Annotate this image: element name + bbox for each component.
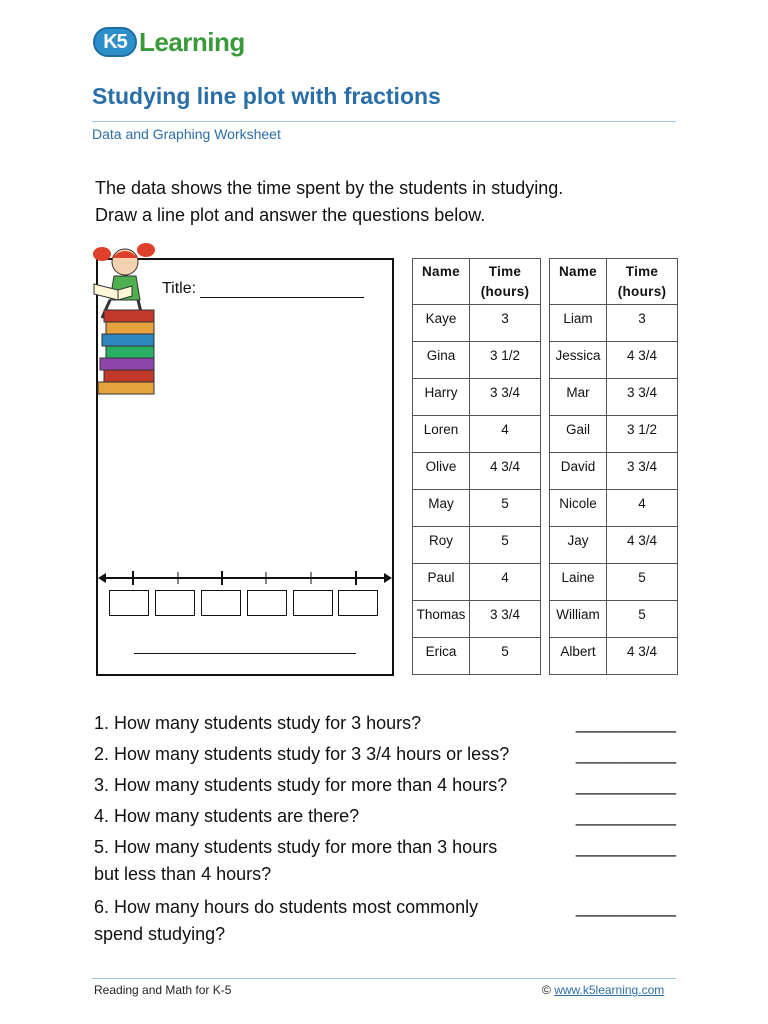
plot-title-blank[interactable] <box>200 297 364 298</box>
table-row <box>550 453 678 490</box>
footer-divider <box>92 978 676 979</box>
table-row <box>550 490 678 527</box>
website-link[interactable]: www.k5learning.com <box>554 983 665 997</box>
student-name: Gina <box>413 342 470 379</box>
table-row <box>413 416 541 453</box>
copyright-symbol: © <box>542 983 551 997</box>
question-4 <box>94 803 680 830</box>
table-row <box>413 342 541 379</box>
header-time: Time (hours) <box>607 259 678 305</box>
study-time: 3 3/4 <box>607 453 678 490</box>
table-row <box>413 638 541 675</box>
student-name: Erica <box>413 638 470 675</box>
table-header-row <box>550 259 678 305</box>
table-row <box>550 342 678 379</box>
study-time: 4 3/4 <box>607 342 678 379</box>
answer-blank[interactable]: __________ <box>575 713 676 733</box>
answer-blank[interactable]: __________ <box>575 775 676 795</box>
data-table-left <box>412 258 541 675</box>
question-6 <box>94 894 680 948</box>
student-name: May <box>413 490 470 527</box>
table-row <box>413 564 541 601</box>
question-2 <box>94 741 680 768</box>
study-time: 5 <box>470 527 541 564</box>
tick-label-box[interactable] <box>109 590 149 616</box>
table-row <box>550 305 678 342</box>
instructions <box>95 175 563 229</box>
study-time: 3 3/4 <box>470 601 541 638</box>
question-3 <box>94 772 680 799</box>
study-time: 4 <box>470 564 541 601</box>
student-name: Olive <box>413 453 470 490</box>
student-name: Jessica <box>550 342 607 379</box>
study-time: 5 <box>607 601 678 638</box>
footer-tagline: Reading and Math for K-5 <box>94 983 232 997</box>
table-row <box>550 416 678 453</box>
student-name: Laine <box>550 564 607 601</box>
study-time: 4 <box>470 416 541 453</box>
header-name: Name <box>550 259 607 305</box>
study-time: 5 <box>470 490 541 527</box>
table-header-row <box>413 259 541 305</box>
student-name: Liam <box>550 305 607 342</box>
question-text: 1. How many students study for 3 hours? <box>94 713 422 733</box>
student-name: David <box>550 453 607 490</box>
study-time: 4 3/4 <box>470 453 541 490</box>
table-row <box>550 527 678 564</box>
question-text-continued: spend studying? <box>94 924 226 944</box>
table-row <box>550 638 678 675</box>
answer-blank[interactable]: __________ <box>575 744 676 764</box>
study-time: 3 3/4 <box>607 379 678 416</box>
study-time: 4 <box>607 490 678 527</box>
study-time: 3 1/2 <box>607 416 678 453</box>
table-row <box>550 601 678 638</box>
page-subtitle: Data and Graphing Worksheet <box>92 126 281 142</box>
student-name: Loren <box>413 416 470 453</box>
instructions-line-2: Draw a line plot and answer the questions below. <box>95 205 486 225</box>
question-text: 3. How many students study for more than 4 hours? <box>94 775 508 795</box>
tick-label-box[interactable] <box>201 590 241 616</box>
table-row <box>413 379 541 416</box>
study-time: 3 <box>470 305 541 342</box>
axis-label-blank[interactable] <box>134 653 356 654</box>
question-text-continued: but less than 4 hours? <box>94 864 272 884</box>
logo-text: Learning <box>139 26 245 57</box>
table-row <box>413 453 541 490</box>
question-text: 2. How many students study for 3 3/4 hours or less? <box>94 744 510 764</box>
table-row <box>413 490 541 527</box>
question-text: 5. How many students study for more than 3 hours <box>94 837 498 857</box>
student-name: Mar <box>550 379 607 416</box>
study-time: 4 3/4 <box>607 638 678 675</box>
student-name: Nicole <box>550 490 607 527</box>
student-name: William <box>550 601 607 638</box>
student-name: Paul <box>413 564 470 601</box>
answer-blank[interactable]: __________ <box>575 897 676 917</box>
table-row <box>413 601 541 638</box>
tick-label-box[interactable] <box>155 590 195 616</box>
study-time: 5 <box>470 638 541 675</box>
student-name: Harry <box>413 379 470 416</box>
student-name: Roy <box>413 527 470 564</box>
title-divider <box>92 121 676 122</box>
header-time: Time (hours) <box>470 259 541 305</box>
student-name: Thomas <box>413 601 470 638</box>
footer-copyright <box>542 983 664 997</box>
number-line <box>96 567 394 589</box>
header-name: Name <box>413 259 470 305</box>
page-title: Studying line plot with fractions <box>92 83 441 109</box>
study-time: 5 <box>607 564 678 601</box>
table-row <box>413 305 541 342</box>
table-row <box>550 564 678 601</box>
student-name: Kaye <box>413 305 470 342</box>
answer-blank[interactable]: __________ <box>575 837 676 857</box>
tick-label-box[interactable] <box>247 590 287 616</box>
answer-blank[interactable]: __________ <box>575 806 676 826</box>
study-time: 4 3/4 <box>607 527 678 564</box>
right-arrow <box>384 573 392 583</box>
student-name: Gail <box>550 416 607 453</box>
left-arrow <box>98 573 106 583</box>
question-text: 6. How many hours do students most commonly <box>94 897 479 917</box>
table-row <box>550 379 678 416</box>
k5-learning-logo <box>93 22 245 62</box>
tick-label-box[interactable] <box>338 590 378 616</box>
tick-label-box[interactable] <box>293 590 333 616</box>
student-name: Albert <box>550 638 607 675</box>
girl-on-books-illustration <box>88 238 164 398</box>
study-time: 3 1/2 <box>470 342 541 379</box>
data-table-right <box>549 258 678 675</box>
question-text: 4. How many students are there? <box>94 806 360 826</box>
question-1 <box>94 710 680 737</box>
table-row <box>413 527 541 564</box>
logo-badge: K5 <box>93 27 137 57</box>
study-time: 3 <box>607 305 678 342</box>
questions-section <box>94 710 680 948</box>
instructions-line-1: The data shows the time spent by the students in studying. <box>95 178 564 198</box>
question-5 <box>94 834 680 888</box>
plot-title-label: Title: <box>162 280 197 297</box>
student-name: Jay <box>550 527 607 564</box>
study-time: 3 3/4 <box>470 379 541 416</box>
